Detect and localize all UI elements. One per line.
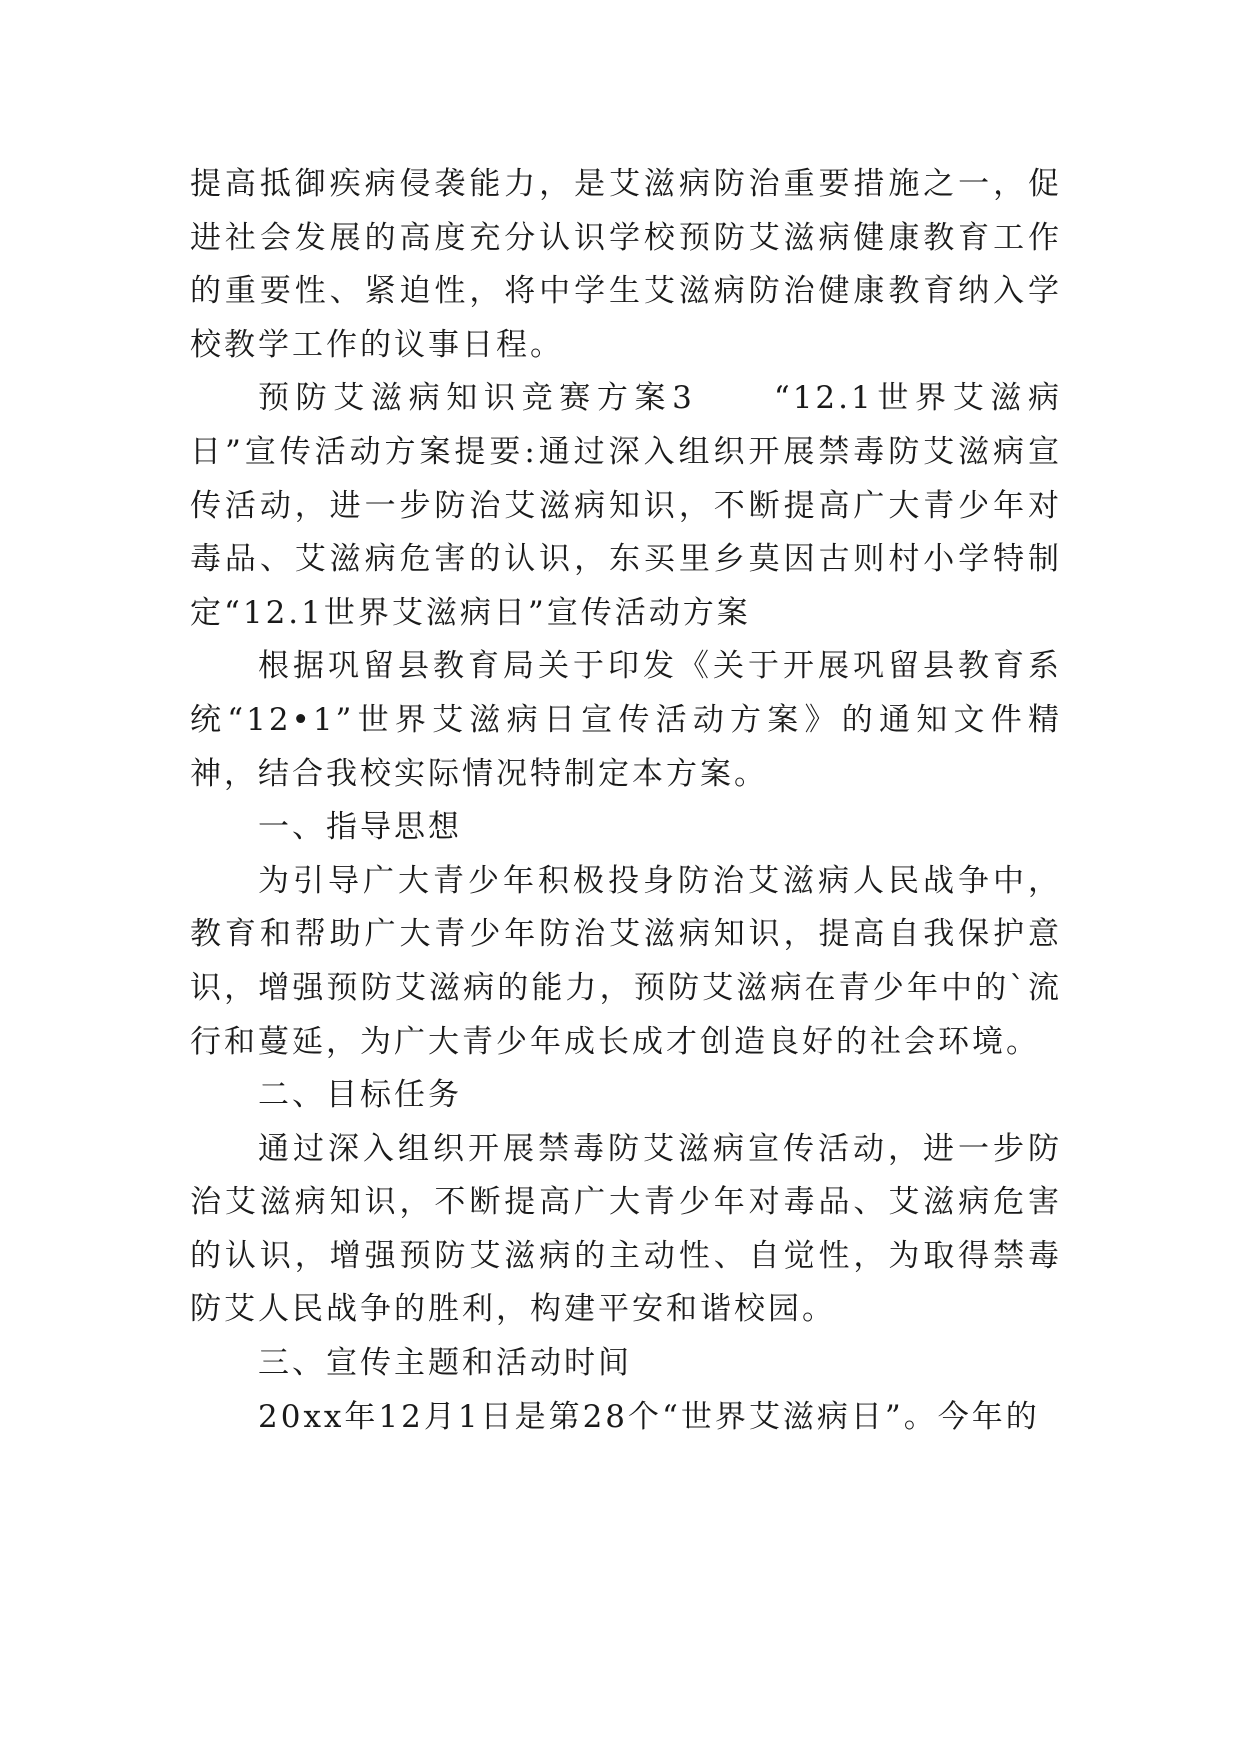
section-heading-2: 二、目标任务 — [258, 1077, 462, 1114]
paragraph-5: 通过深入组织开展禁毒防艾滋病宣传活动，进一步防治艾滋病知识，不断提高广大青少年对毒品、艾滋病危害的认识，增强预防艾滋病的主动性、自觉性，为取得禁毒防艾人民战争的胜利，构建平安和谐校园。 — [190, 1130, 1062, 1328]
section-heading-1: 一、指导思想 — [258, 809, 462, 846]
paragraph-1: 提高抵御疾病侵袭能力，是艾滋病防治重要措施之一，促进社会发展的高度充分认识学校预防艾滋病健康教育工作的重要性、紧迫性，将中学生艾滋病防治健康教育纳入学校教学工作的议事日程。 — [190, 166, 1062, 363]
paragraph-3: 根据巩留县教育局关于印发《关于开展巩留县教育系统“12•1”世界艾滋病日宣传活动方案》的通知文件精神，结合我校实际情况特制定本方案。 — [190, 648, 1062, 792]
paragraph-4: 为引导广大青少年积极投身防治艾滋病人民战争中，教育和帮助广大青少年防治艾滋病知识，提高自我保护意识，增强预防艾滋病的能力，预防艾滋病在青少年中的`流行和蔓延，为广大青少年成长成才创造良好的社会环境。 — [190, 862, 1062, 1060]
document-body — [190, 158, 1062, 1444]
section-heading-3: 三、宣传主题和活动时间 — [258, 1345, 632, 1382]
paragraph-2: 预防艾滋病知识竞赛方案3 “12.1世界艾滋病日”宣传活动方案提要:通过深入组织开展禁毒防艾滋病宣传活动，进一步防治艾滋病知识，不断提高广大青少年对毒品、艾滋病危害的认识，东买里乡莫因古则村小学特制定“12.1世界艾滋病日”宣传活动方案 — [190, 380, 1062, 631]
paragraph-6: 20xx年12月1日是第28个“世界艾滋病日”。今年的 — [258, 1398, 1040, 1435]
